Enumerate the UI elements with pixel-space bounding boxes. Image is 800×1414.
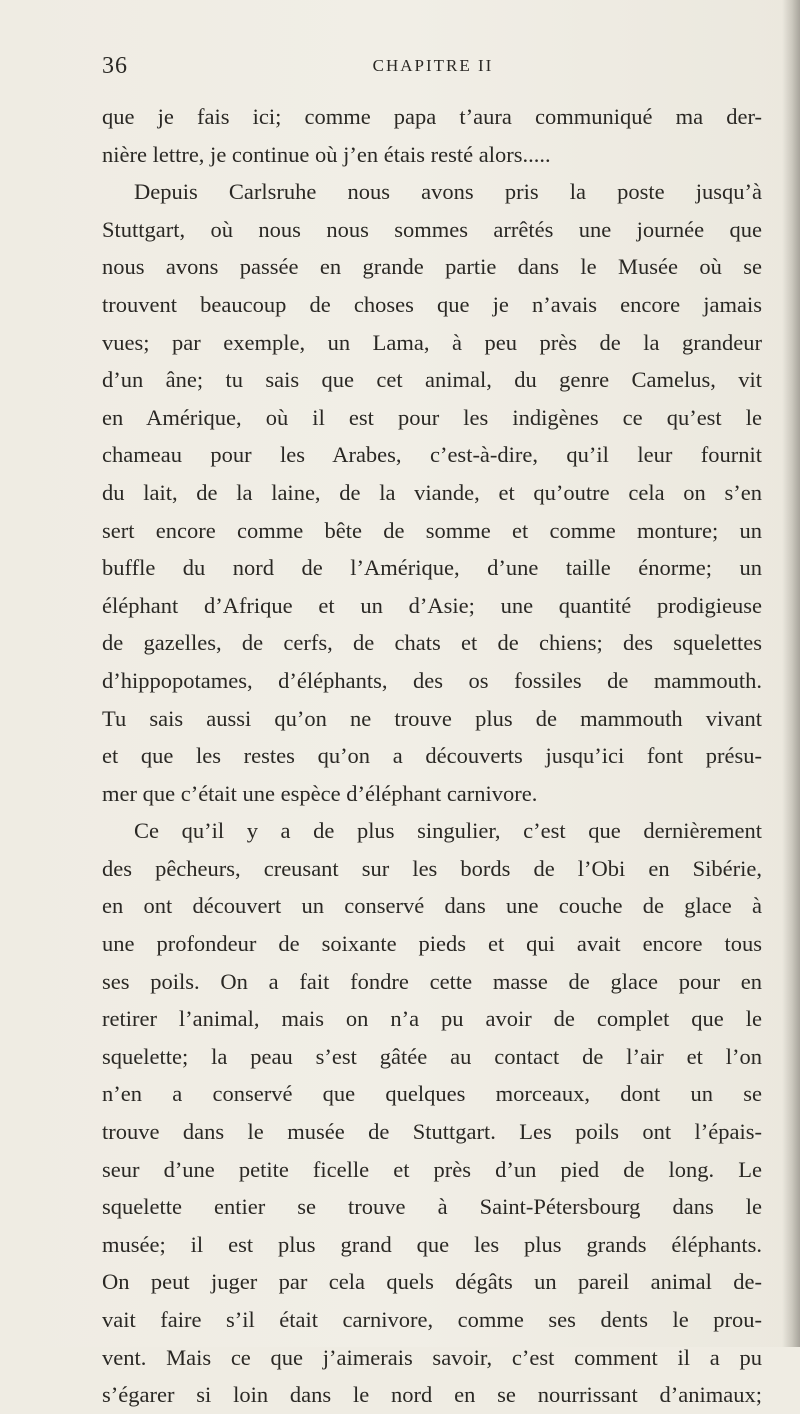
text-line: du lait, de la laine, de la viande, et qu’outre cela on s’en bbox=[102, 479, 762, 505]
text-line: une profondeur de soixante pieds et qui avait encore tous bbox=[102, 931, 762, 957]
text-line: que je fais ici; comme papa t’aura communiqué ma der- bbox=[102, 104, 762, 129]
text-line: trouve dans le musée de Stuttgart. Les poils ont l’épais- bbox=[102, 1119, 762, 1145]
text-line: nous avons passée en grande partie dans le Musée où se bbox=[102, 254, 762, 280]
body-text bbox=[102, 98, 762, 1414]
binding-shadow bbox=[782, 0, 800, 1347]
text-line: sert encore comme bête de somme et comme monture; un bbox=[102, 517, 762, 543]
text-line: d’un âne; tu sais que cet animal, du genre Camelus, vit bbox=[102, 367, 762, 393]
text-line: et que les restes qu’on a découverts jusqu’ici font présu- bbox=[102, 743, 762, 769]
text-line: des pêcheurs, creusant sur les bords de l’Obi en Sibérie, bbox=[102, 855, 762, 881]
text-line: ses poils. On a fait fondre cette masse de glace pour en bbox=[102, 968, 762, 994]
running-head bbox=[102, 53, 764, 83]
text-line: d’hippopotames, d’éléphants, des os fossiles de mammouth. bbox=[102, 667, 762, 693]
text-line: éléphant d’Afrique et un d’Asie; une quantité prodigieuse bbox=[102, 592, 762, 618]
text-line: de gazelles, de cerfs, de chats et de chiens; des squelettes bbox=[102, 630, 762, 656]
text-line: seur d’une petite ficelle et près d’un pied de long. Le bbox=[102, 1156, 762, 1182]
text-line: squelette; la peau s’est gâtée au contact de l’air et l’on bbox=[102, 1043, 762, 1069]
text-line: vues; par exemple, un Lama, à peu près de la grandeur bbox=[102, 329, 762, 355]
text-line: n’en a conservé que quelques morceaux, dont un se bbox=[102, 1081, 762, 1107]
running-title: CHAPITRE II bbox=[372, 56, 494, 75]
text-line: en Amérique, où il est pour les indigènes ce qu’est le bbox=[102, 404, 762, 430]
text-line: buffle du nord de l’Amérique, d’une taille énorme; un bbox=[102, 555, 762, 581]
text-line: squelette entier se trouve à Saint-Pétersbourg dans le bbox=[102, 1194, 762, 1220]
text-line: mer que c’était une espèce d’éléphant carnivore. bbox=[102, 780, 538, 806]
text-line: Depuis Carlsruhe nous avons pris la poste jusqu’à bbox=[134, 179, 762, 205]
text-line: musée; il est plus grand que les plus grands éléphants. bbox=[102, 1231, 762, 1257]
text-line: Tu sais aussi qu’on ne trouve plus de mammouth vivant bbox=[102, 705, 762, 731]
page-number: 36 bbox=[102, 53, 128, 79]
text-line: Ce qu’il y a de plus singulier, c’est que dernièrement bbox=[134, 818, 762, 844]
text-line: chameau pour les Arabes, c’est-à-dire, qu’il leur fournit bbox=[102, 442, 762, 468]
text-line: vait faire s’il était carnivore, comme ses dents le prou- bbox=[102, 1307, 762, 1332]
text-line: nière lettre, je continue où j’en étais resté alors..... bbox=[102, 141, 551, 167]
text-line: trouvent beaucoup de choses que je n’avais encore jamais bbox=[102, 291, 762, 317]
text-line: On peut juger par cela quels dégâts un pareil animal de- bbox=[102, 1269, 762, 1295]
text-line: en ont découvert un conservé dans une couche de glace à bbox=[102, 893, 762, 919]
text-line: Stuttgart, où nous nous sommes arrêtés une journée que bbox=[102, 216, 762, 242]
text-line: retirer l’animal, mais on n’a pu avoir de complet que le bbox=[102, 1006, 762, 1032]
text-line: vent. Mais ce que j’aimerais savoir, c’est comment il a pu bbox=[102, 1344, 762, 1370]
text-line: s’égarer si loin dans le nord en se nourrissant d’animaux; bbox=[102, 1382, 762, 1408]
